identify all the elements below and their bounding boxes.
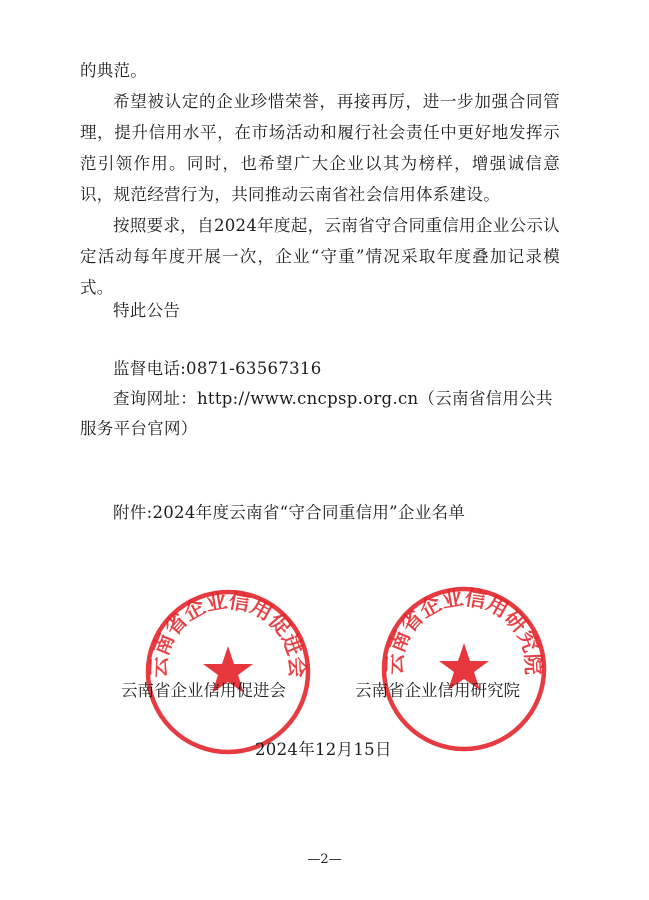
query-website: 查询网址：http://www.cncpsp.org.cn（云南省信用公共 [113, 389, 553, 408]
svg-text:云南省企业信用研究院: 云南省企业信用研究院 [382, 585, 546, 676]
paragraph-continuation: 的典范。 [80, 61, 148, 80]
query-website-cont: 服务平台官网） [80, 419, 198, 438]
paragraph-hope: 希望被认定的企业珍惜荣誉，再接再厉，进一步加强合同管理，提升信用水平，在市场活动和履行社会责任中更好地发挥示范引领作用。同时，也希望广大企业以其为榜样，增强诚信意识，规范经营行为，共同推动云南省社会信用体系建设。 [80, 92, 560, 204]
attachment-line: 附件:2024年度云南省“守合同重信用”企业名单 [113, 503, 466, 522]
seal-promotion-association [144, 588, 312, 756]
supervision-phone: 监督电话:0871-63567316 [113, 359, 322, 378]
svg-text:云南省企业信用促进会: 云南省企业信用促进会 [146, 588, 310, 679]
issue-date: 2024年12月15日 [255, 740, 392, 759]
notice-closing: 特此公告 [113, 301, 181, 320]
page-number: —2— [307, 852, 342, 867]
signature-right: 云南省企业信用研究院 [355, 681, 520, 700]
seal-research-institute [380, 585, 548, 753]
signature-left: 云南省企业信用促进会 [121, 681, 286, 700]
paragraph-requirement: 按照要求，自2024年度起，云南省守合同重信用企业公示认定活动每年度开展一次，企业“守重”情况采取年度叠加记录模式。 [80, 216, 560, 297]
